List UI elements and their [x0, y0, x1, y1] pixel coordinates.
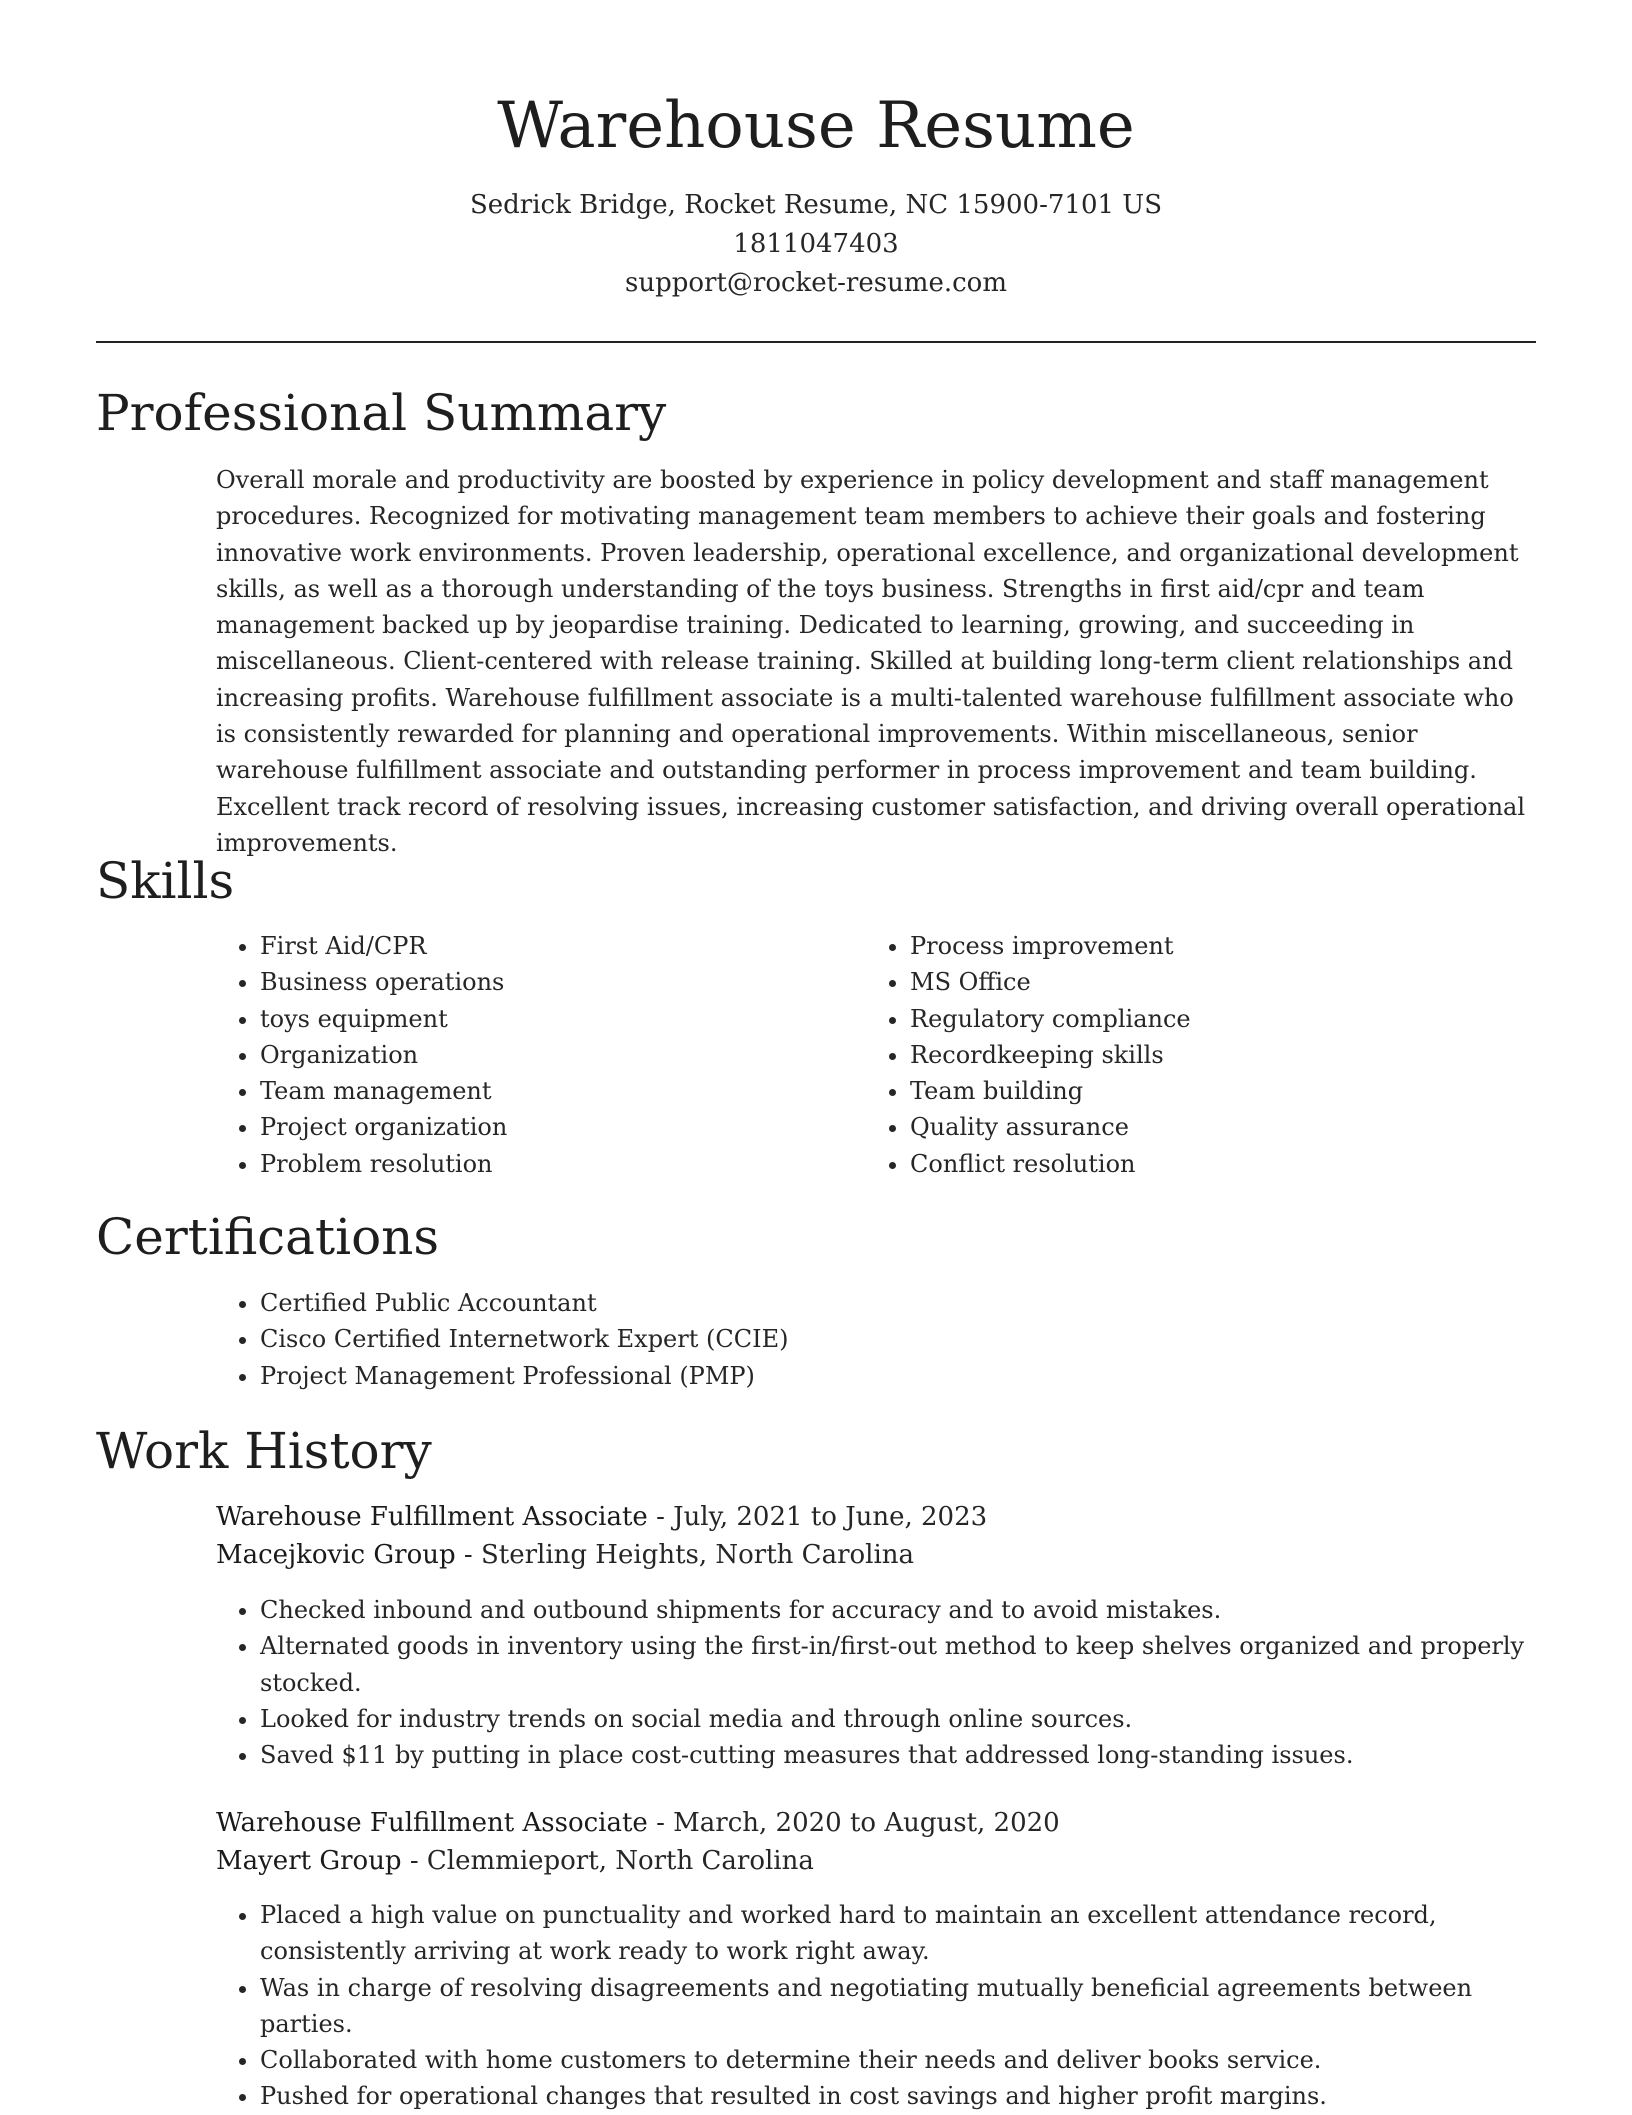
skill-item: • Quality assurance — [910, 1109, 1466, 1145]
contact-phone: 1811047403 — [733, 229, 899, 259]
header-divider — [96, 341, 1536, 343]
certification-item: • Certified Public Accountant — [260, 1285, 1526, 1321]
skill-item: • Problem resolution — [260, 1146, 816, 1182]
skill-item: • Project organization — [260, 1109, 816, 1145]
resume-header — [96, 78, 1536, 303]
contact-email: support@rocket-resume.com — [624, 268, 1007, 298]
skill-item: • toys equipment — [260, 1001, 816, 1037]
skill-item: • Business operations — [260, 964, 816, 1000]
job-location: - Sterling Heights, North Carolina — [455, 1540, 915, 1570]
job-entry — [216, 1804, 1526, 1880]
job-bullet: • Looked for industry trends on social media and through online sources. — [260, 1701, 1526, 1737]
job-bullet: • Pushed for operational changes that resulted in cost savings and higher profit margins. — [260, 2078, 1526, 2114]
job-title-line — [216, 1804, 1526, 1842]
skill-item: • First Aid/CPR — [260, 928, 816, 964]
job-bullet: • Saved $11 by putting in place cost-cutting measures that addressed long-standing issues. — [260, 1737, 1526, 1773]
job-dates: - March, 2020 to August, 2020 — [647, 1808, 1060, 1838]
certification-item: • Cisco Certified Internetwork Expert (CCIE) — [260, 1321, 1526, 1357]
job-bullets-block — [216, 1897, 1526, 2115]
contact-address: Sedrick Bridge, Rocket Resume, NC 15900-7101 US — [469, 190, 1163, 220]
certifications-list — [216, 1285, 1526, 1394]
job-company: Mayert Group — [216, 1846, 402, 1876]
job-bullets-block — [216, 1592, 1526, 1773]
skill-item: • MS Office — [910, 964, 1466, 1000]
job-company-line — [216, 1536, 1526, 1574]
skills-left-list — [216, 928, 816, 1182]
skills-right-list — [866, 928, 1466, 1182]
skill-item: • Recordkeeping skills — [910, 1037, 1466, 1073]
job-bullet: • Checked inbound and outbound shipments for accuracy and to avoid mistakes. — [260, 1592, 1526, 1628]
skill-item: • Team building — [910, 1073, 1466, 1109]
job-entry — [216, 1498, 1526, 1574]
skills-heading: Skills — [96, 852, 235, 910]
resume-title: Warehouse Resume — [497, 89, 1135, 163]
skill-item: • Conflict resolution — [910, 1146, 1466, 1182]
skill-item: • Team management — [260, 1073, 816, 1109]
job-company-line — [216, 1842, 1526, 1880]
certifications-block — [216, 1285, 1526, 1394]
job-bullet: • Placed a high value on punctuality and worked hard to maintain an excellent attendance record, consistently arriving at work ready to work right away. — [260, 1897, 1526, 1970]
job-bullet: • Alternated goods in inventory using the first-in/first-out method to keep shelves organized and properly stocked. — [260, 1628, 1526, 1701]
skills-left-column — [216, 928, 816, 1182]
skill-item: • Regulatory compliance — [910, 1001, 1466, 1037]
job-bullet: • Collaborated with home customers to determine their needs and deliver books service. — [260, 2042, 1526, 2078]
job-position: Warehouse Fulfillment Associate — [216, 1502, 648, 1532]
job-position: Warehouse Fulfillment Associate — [216, 1808, 648, 1838]
job-title-line — [216, 1498, 1526, 1536]
contact-info — [96, 186, 1536, 303]
skills-right-column — [866, 928, 1466, 1182]
job-location: - Clemmieport, North Carolina — [401, 1846, 814, 1876]
summary-heading: Professional Summary — [96, 384, 667, 442]
certification-item: • Project Management Professional (PMP) — [260, 1358, 1526, 1394]
job-bullets — [216, 1592, 1526, 1773]
job-dates: - July, 2021 to June, 2023 — [647, 1502, 988, 1532]
skill-item: • Organization — [260, 1037, 816, 1073]
summary-text: Overall morale and productivity are boosted by experience in policy development and staff management procedures. Recognized for motivating management team members to achieve their goals and fostering innovative work environments. Proven leadership, operational excellence, and organizational development skills, as well as a thorough understanding of the toys business. Strengths in first aid/cpr and team management backed up by jeopardise training. Dedicated to learning, growing, and succeeding in miscellaneous. Client-centered with release training. Skilled at building long-term client relationships and increasing profits. Warehouse fulfillment associate is a multi-talented warehouse fulfillment associate who is consistently rewarded for planning and operational improvements. Within miscellaneous, senior warehouse fulfillment associate and outstanding performer in process improvement and team building. Excellent track record of resolving issues, increasing customer satisfaction, and driving overall operational improvements. — [216, 466, 1526, 857]
certifications-heading: Certifications — [96, 1208, 440, 1266]
job-company: Macejkovic Group — [216, 1540, 456, 1570]
job-bullet: • Was in charge of resolving disagreements and negotiating mutually beneficial agreements between parties. — [260, 1970, 1526, 2043]
work-history-heading: Work History — [96, 1422, 432, 1480]
skill-item: • Process improvement — [910, 928, 1466, 964]
job-bullets — [216, 1897, 1526, 2115]
